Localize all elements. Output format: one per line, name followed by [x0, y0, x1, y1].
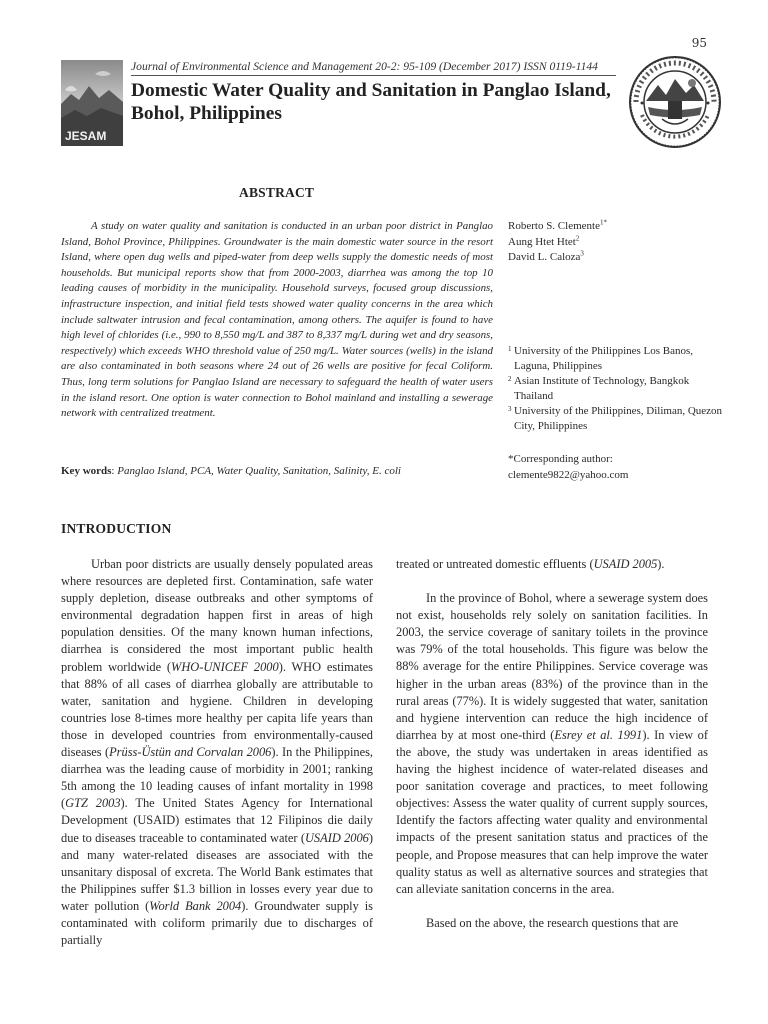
paper-title: Domestic Water Quality and Sanitation in Panglao Island, Bohol, Philippines — [131, 80, 611, 124]
intro-paragraph-2: In the province of Bohol, where a sewerage system does not exist, households rely solely on sanitation facilities. In 2003, the service coverage of sanitary toilets in the province was 79% of the total households. This figure was below the 88% average for the entire Philippines. Service coverage was higher in the urban areas (83%) of the province than in the rural areas (77%). It is widely suggested that water, sanitation and hygiene intervention can reduce the high incidence of diarrhea by at most one-third (Esrey et al. 1991). In view of the above, the study was undertaken in areas identified as having the highest incidence of water-related diseases and poor sanitation coverage and practices, to meet following objectives: Assess the water quality of current supply sources, Identify the factors affecting water quality and environmental impacts of the present sanitation status and practices of the people, and Propose measures that can help improve the water quality status as well as alternative sources and strategies that can alleviate sanitation concerns in the area. — [396, 591, 708, 896]
citation: Esrey et al. 1991 — [554, 727, 643, 742]
jesam-logo — [61, 60, 123, 146]
citation: Prüss-Üstün and Corvalan 2006 — [109, 745, 272, 760]
keywords-text: Panglao Island, PCA, Water Quality, Sanitation, Salinity, E. coli — [117, 465, 401, 477]
intro-paragraph-1: Urban poor districts are usually densely populated areas where resources are depleted first. Contamination, safe water supply depletion, disease outbreaks and other symptoms of environmental degradation happen first in areas of high population densities. Of the many known human infections, diarrhea is considered the most important public health problem worldwide (WHO-UNICEF 2000). WHO estimates that 88% of all cases of diarrhea globally are attributable to water, sanitation and hygiene. Children in developing countries lose 8-times more healthy per capita life years than those in developed countries from environmentally-caused diseases (Prüss-Üstün and Corvalan 2006). In the Philippines, diarrhea was the leading cause of morbidity in 2001; ranking 5th among the 10 leading causes of infant mortality in 1998 (GTZ 2003). The United States Agency for International Development (USAID) estimates that 12 Filipinos die daily due to diseases traceable to contaminated water (USAID 2006) and many water-related diseases are associated with the unsanitary disposal of excreta. The World Bank estimates that the Philippines suffer $1.3 billion in losses every year due to water pollution (World Bank 2004). Groundwater supply is contaminated with coliform primarily due to discharges of partially — [61, 557, 374, 948]
affiliation-list — [508, 344, 723, 434]
keywords-separator: : — [111, 465, 118, 477]
journal-citation: Journal of Environmental Science and Management 20-2: 95-109 (December 2017) ISSN 0119-1144 — [131, 60, 598, 73]
right-column — [396, 556, 708, 932]
author-list — [508, 219, 607, 266]
author: Aung Htet Htet$^2$ — [508, 233, 580, 248]
intro-paragraph-3: Based on the above, the research questions that are — [426, 915, 679, 930]
corresponding-author — [508, 452, 628, 483]
page-number: 95 — [691, 36, 707, 50]
header-rule — [131, 75, 616, 76]
corresponding-email[interactable]: clemente9822@yahoo.com — [508, 468, 629, 481]
jesam-logo-graphic — [61, 60, 123, 146]
corresponding-label: *Corresponding author: — [508, 453, 613, 465]
abstract-text: A study on water quality and sanitation is conducted in an urban poor district in Panglao Island, Bohol Province, Philippines. Groundwater is the main domestic water source in the resort Island, where open dug wells and piped-water from deep wells supply the domestic needs of most households. But municipal reports show that from 2000-2003, diarrhea was among the top 10 leading causes of morbidity in the municipality. Household surveys, focused group discussions, infrastructure inspection, and initial field tests showed water quality concerns in the area which include saltwater intrusion and fecal contamination, among others. The aquifer is found to have high level of chlorides (i.e., 990 to 8,550 mg/L and 387 to 8,337 mg/L during wet and dry seasons, respectively) which exceeds WHO threshold value of 250 mg/L. Water sources (wells) in the island are also contaminated in both seasons where 24 out of 26 wells are positive for fecal Coliform. Thus, long term solutions for Panglao Island are necessary to safeguard the health of water users in the island resort. One option is water connection to Bohol mainland and installing a sewerage network with centralized treatment. — [61, 220, 493, 420]
author: David L. Caloza$^3$ — [508, 249, 584, 264]
keywords-label: Key words — [61, 465, 112, 477]
keywords — [61, 465, 501, 477]
affiliation: 1 University of the Philippines Los Banos, Laguna, Philippines — [508, 345, 694, 372]
citation: USAID 2006 — [304, 830, 369, 845]
citation: World Bank 2004 — [149, 898, 242, 913]
abstract-heading: ABSTRACT — [239, 185, 315, 200]
affiliation: 2 Asian Institute of Technology, Bangkok Thailand — [508, 375, 690, 402]
introduction-heading: INTRODUCTION — [61, 521, 172, 536]
citation: USAID 2005 — [593, 557, 658, 571]
seal-logo — [628, 55, 722, 149]
citation: GTZ 2003 — [65, 796, 121, 811]
jesam-logo-text: JESAM — [65, 129, 107, 143]
intro-paragraph-1-continued: treated or untreated domestic effluents (USAID 2005). — [396, 557, 665, 571]
citation: WHO-UNICEF 2000 — [171, 659, 279, 674]
left-column — [61, 556, 373, 949]
affiliation: 3 University of the Philippines, Diliman, Quezon City, Philippines — [508, 405, 723, 432]
seal-logo-graphic — [628, 55, 722, 149]
author: Roberto S. Clemente$^{1*}$ — [508, 218, 607, 232]
